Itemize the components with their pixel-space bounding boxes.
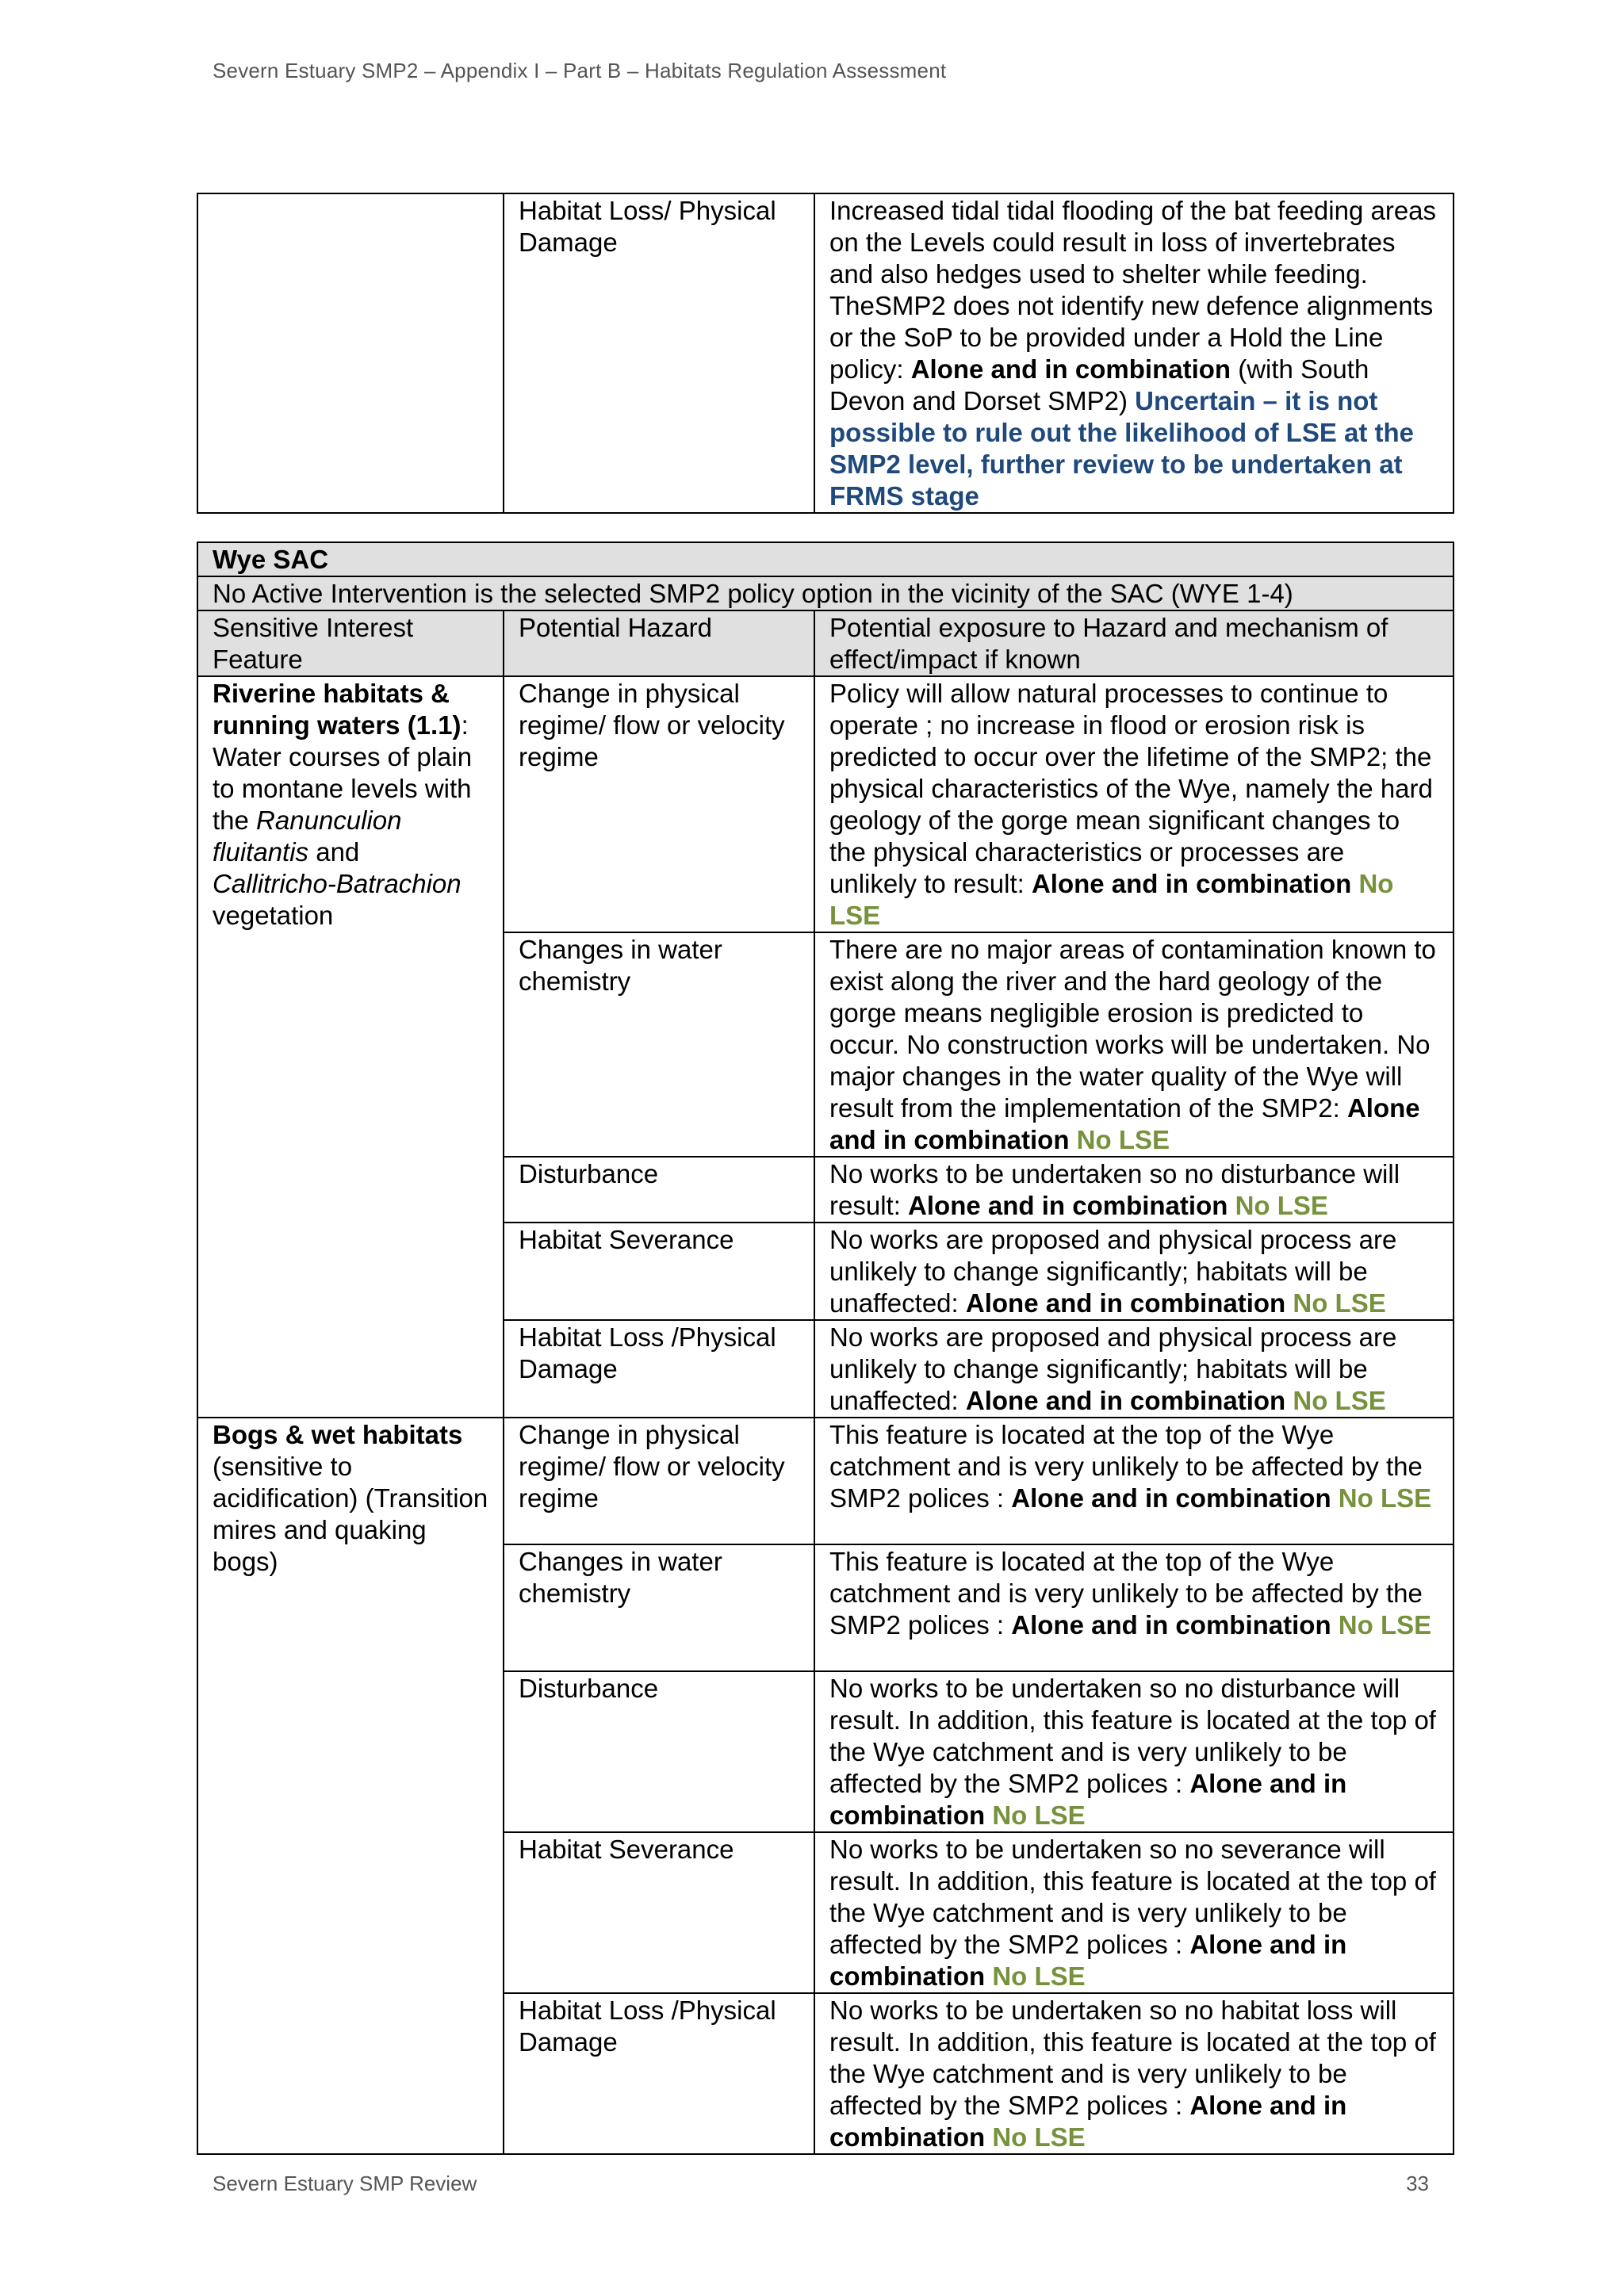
hazard-cell: Habitat Severance xyxy=(504,1223,814,1320)
hazard-cell: Change in physical regime/ flow or velocity regime xyxy=(504,676,814,932)
table-title-row xyxy=(197,542,1454,576)
hazard-cell: Habitat Loss /Physical Damage xyxy=(504,1320,814,1418)
hazard-cell: Habitat Loss /Physical Damage xyxy=(504,1993,814,2154)
exposure-cell xyxy=(814,1671,1454,1832)
exposure-text: No works to be undertaken so no habitat loss will result. In addition, this feature is located at the top of the Wye catchment and is very unlikely to be affected by the SMP2 polices : xyxy=(829,1996,1436,2120)
wye-sac-table xyxy=(197,541,1454,2155)
combination-label: Alone and in combination xyxy=(829,1930,1347,1991)
combination-label: Alone and in combination xyxy=(1011,1483,1331,1513)
hazard-cell: Changes in water chemistry xyxy=(504,932,814,1157)
combination-label: Alone and in combination xyxy=(965,1386,1286,1415)
exposure-text-2: (with South Devon and Dorset SMP2) xyxy=(829,354,1369,415)
feature-text: (sensitive to acidification) (Transition mires and quaking bogs) xyxy=(213,1452,488,1576)
hazard-cell: Changes in water chemistry xyxy=(504,1544,814,1671)
exposure-cell xyxy=(814,1993,1454,2154)
combination-label: Alone and in combination xyxy=(829,2091,1347,2152)
no-lse-verdict: No LSE xyxy=(1293,1288,1386,1318)
table-row xyxy=(197,193,1454,513)
col-header-hazard: Potential Hazard xyxy=(504,610,814,676)
page-header: Severn Estuary SMP2 – Appendix I – Part B – Habitats Regulation Assessment xyxy=(213,59,947,82)
col-header-feature: Sensitive Interest Feature xyxy=(197,610,504,676)
exposure-cell xyxy=(814,676,1454,932)
no-lse-verdict: No LSE xyxy=(1235,1191,1328,1220)
exposure-text: No works to be undertaken so no disturbance will result: xyxy=(829,1159,1400,1220)
no-lse-verdict: No LSE xyxy=(829,869,1394,930)
combination-label: Alone and in combination xyxy=(1031,869,1352,898)
exposure-cell xyxy=(814,932,1454,1157)
hazard-cell: Disturbance xyxy=(504,1157,814,1223)
policy-text: No Active Intervention is the selected SMP2 policy option in the vicinity of the SAC (WYE 1-4) xyxy=(197,576,1454,610)
hazard-cell: Disturbance xyxy=(504,1671,814,1832)
combination-label: Alone and in combination xyxy=(908,1191,1228,1220)
combination-label: Alone and in combination xyxy=(910,354,1231,384)
exposure-cell xyxy=(814,193,1454,513)
combination-label: Alone and in combination xyxy=(829,1769,1347,1830)
feature-bogs xyxy=(197,1418,504,2154)
species-name: Callitricho-Batrachion xyxy=(213,869,462,898)
column-header-row xyxy=(197,610,1454,676)
no-lse-verdict: No LSE xyxy=(992,1800,1086,1830)
page-number: 33 xyxy=(1406,2172,1429,2195)
no-lse-verdict: No LSE xyxy=(1338,1483,1432,1513)
exposure-text: Policy will allow natural processes to continue to operate ; no increase in flood or erosion risk is predicted to occur over the lifetime of the SMP2; the physical characteristics of the Wye, namely the hard geology of the gorge mean significant changes to the physical characteristics or processes are unlikely to result: xyxy=(829,679,1433,898)
feature-riverine xyxy=(197,676,504,1418)
feature-colon: : xyxy=(461,710,469,740)
continuation-table xyxy=(197,193,1454,514)
feature-title: Bogs & wet habitats xyxy=(213,1420,463,1449)
no-lse-verdict: No LSE xyxy=(992,1961,1086,1991)
exposure-cell xyxy=(814,1157,1454,1223)
feature-text: and xyxy=(308,837,360,867)
policy-row xyxy=(197,576,1454,610)
hazard-cell: Habitat Severance xyxy=(504,1832,814,1993)
table-title: Wye SAC xyxy=(197,542,1454,576)
feature-text: vegetation xyxy=(213,901,334,930)
combination-label: Alone and in combination xyxy=(965,1288,1286,1318)
exposure-cell xyxy=(814,1418,1454,1544)
no-lse-verdict: No LSE xyxy=(992,2122,1086,2152)
page-footer: Severn Estuary SMP Review xyxy=(213,2172,477,2195)
col-header-exposure: Potential exposure to Hazard and mechanism of effect/impact if known xyxy=(814,610,1454,676)
exposure-text: No works are proposed and physical process are unlikely to change significantly; habitats will be unaffected: xyxy=(829,1322,1397,1415)
uncertain-verdict: Uncertain – it is not possible to rule out the likelihood of LSE at the SMP2 level, further review to be undertaken at FRMS stage xyxy=(829,386,1415,511)
exposure-text: No works are proposed and physical process are unlikely to change significantly; habitats will be unaffected: xyxy=(829,1225,1397,1318)
combination-label: Alone and in combination xyxy=(829,1093,1420,1154)
no-lse-verdict: No LSE xyxy=(1338,1610,1432,1640)
no-lse-verdict: No LSE xyxy=(1293,1386,1386,1415)
exposure-text: There are no major areas of contamination known to exist along the river and the hard geology of the gorge means negligible erosion is predicted to occur. No construction works will be undertaken. No major changes in the water quality of the Wye will result from the implementation of the SMP2: xyxy=(829,935,1436,1123)
combination-label: Alone and in combination xyxy=(1011,1610,1331,1640)
exposure-cell xyxy=(814,1832,1454,1993)
species-name: Ranunculion fluitantis xyxy=(213,806,402,867)
hazard-cell: Change in physical regime/ flow or velocity regime xyxy=(504,1418,814,1544)
exposure-text: Increased tidal tidal flooding of the bat feeding areas on the Levels could result in loss of invertebrates and also hedges used to shelter while feeding. TheSMP2 does not identify new defence alignments or the SoP to be provided under a Hold the Line policy: xyxy=(829,196,1437,384)
exposure-cell xyxy=(814,1223,1454,1320)
table-row xyxy=(197,1418,1454,1544)
exposure-text: This feature is located at the top of the Wye catchment and is very unlikely to be affected by the SMP2 polices : xyxy=(829,1547,1423,1640)
exposure-cell xyxy=(814,1320,1454,1418)
no-lse-verdict: No LSE xyxy=(1076,1125,1170,1154)
exposure-cell xyxy=(814,1544,1454,1671)
feature-title: Riverine habitats & running waters (1.1) xyxy=(213,679,462,740)
feature-text: Water courses of plain to montane levels with the xyxy=(213,742,473,835)
hazard-cell: Habitat Loss/ Physical Damage xyxy=(504,193,814,513)
exposure-text: This feature is located at the top of the Wye catchment and is very unlikely to be affected by the SMP2 polices : xyxy=(829,1420,1423,1513)
exposure-text: No works to be undertaken so no disturbance will result. In addition, this feature is located at the top of the Wye catchment and is very unlikely to be affected by the SMP2 polices : xyxy=(829,1674,1436,1798)
exposure-text: No works to be undertaken so no severance will result. In addition, this feature is located at the top of the Wye catchment and is very unlikely to be affected by the SMP2 polices : xyxy=(829,1835,1436,1959)
feature-cell xyxy=(197,193,504,513)
table-row xyxy=(197,676,1454,932)
